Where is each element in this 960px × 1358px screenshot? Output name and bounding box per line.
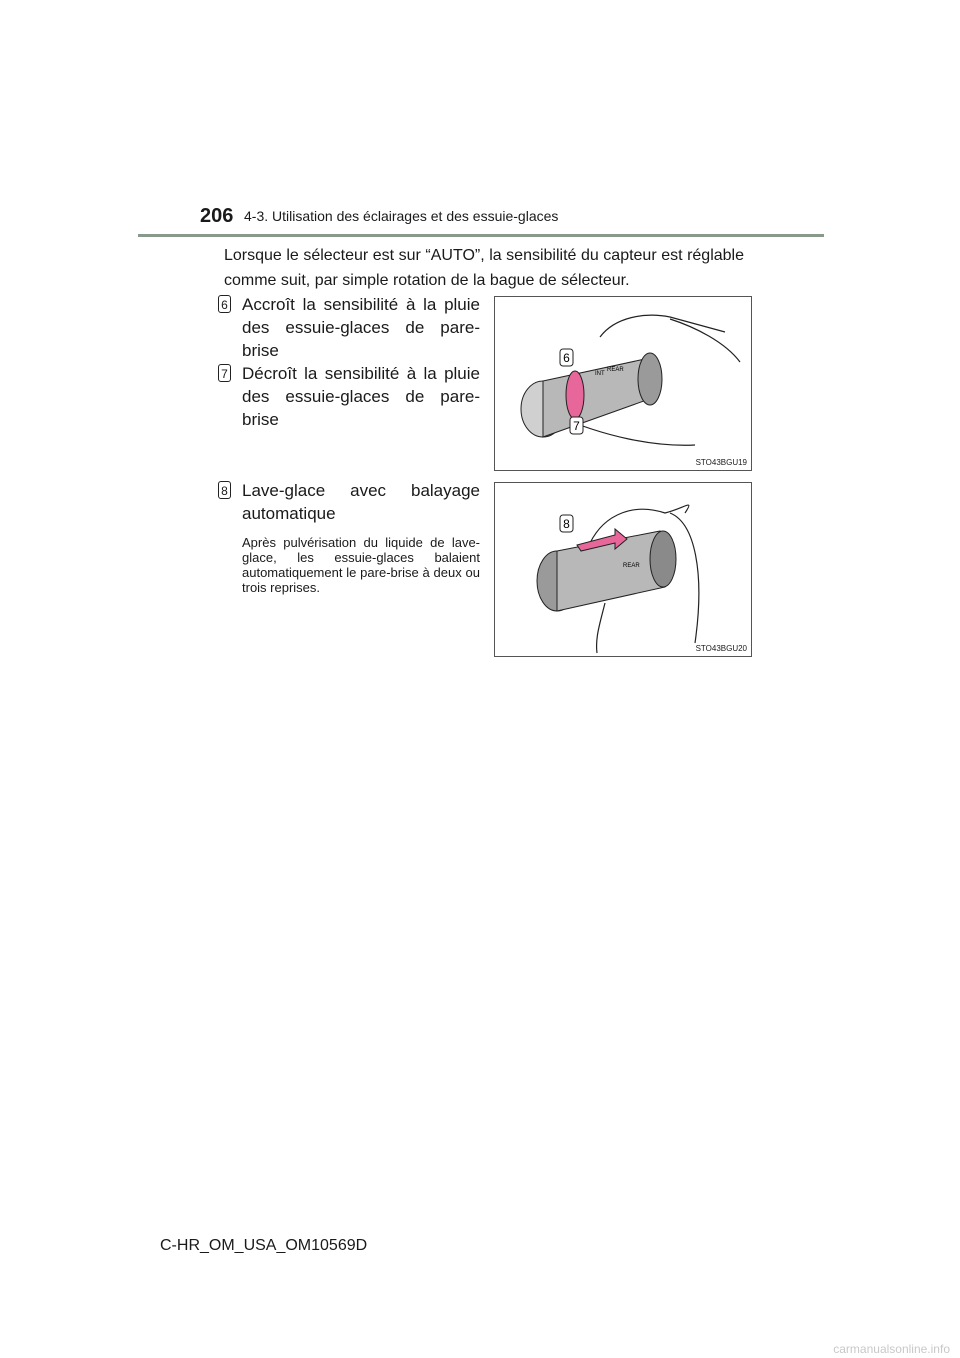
- item-8-text: Lave-glace avec balayage automatique: [242, 481, 480, 523]
- item-marker-7: 7: [218, 364, 231, 382]
- callout-8: 8: [563, 517, 570, 531]
- wiper-switch-illustration-1: [495, 297, 751, 470]
- item-marker-6: 6: [218, 295, 231, 313]
- item-8: [218, 479, 480, 595]
- watermark: carmanualsonline.info: [833, 1342, 950, 1356]
- figure-code: STO43BGU19: [695, 458, 747, 467]
- switch-label-rear-2: REAR: [623, 563, 640, 569]
- item-marker-8: 8: [218, 481, 231, 499]
- item-6-text: Accroît la sensibilité à la pluie des essuie-glaces de pare-brise: [242, 295, 480, 360]
- figure-washer: [494, 482, 752, 657]
- switch-label-int: INT: [595, 371, 605, 377]
- item-7-text: Décroît la sensibilité à la pluie des essuie-glaces de pare-brise: [242, 364, 480, 429]
- page-number: 206: [200, 205, 234, 227]
- callout-6: 6: [563, 351, 570, 365]
- callout-7: 7: [573, 419, 580, 433]
- intro-paragraph: Lorsque le sélecteur est sur “AUTO”, la sensibilité du capteur est réglable comme suit, par simple rotation de la bague de sélecteur.: [224, 247, 744, 289]
- figure-wiper-sensitivity: [494, 296, 752, 471]
- item-8-note: Après pulvérisation du liquide de lave-glace, les essuie-glaces balaient automatiquement le pare-brise à deux ou trois reprises.: [242, 535, 480, 595]
- figure-code: STO43BGU20: [695, 644, 747, 653]
- document-id: C-HR_OM_USA_OM10569D: [160, 1237, 368, 1254]
- header-divider: [138, 234, 824, 237]
- wiper-switch-illustration-2: [495, 483, 751, 656]
- switch-label-rear: REAR: [607, 367, 624, 373]
- item-6: [218, 293, 480, 362]
- section-title: 4-3. Utilisation des éclairages et des essuie-glaces: [244, 208, 559, 224]
- item-7: [218, 362, 480, 431]
